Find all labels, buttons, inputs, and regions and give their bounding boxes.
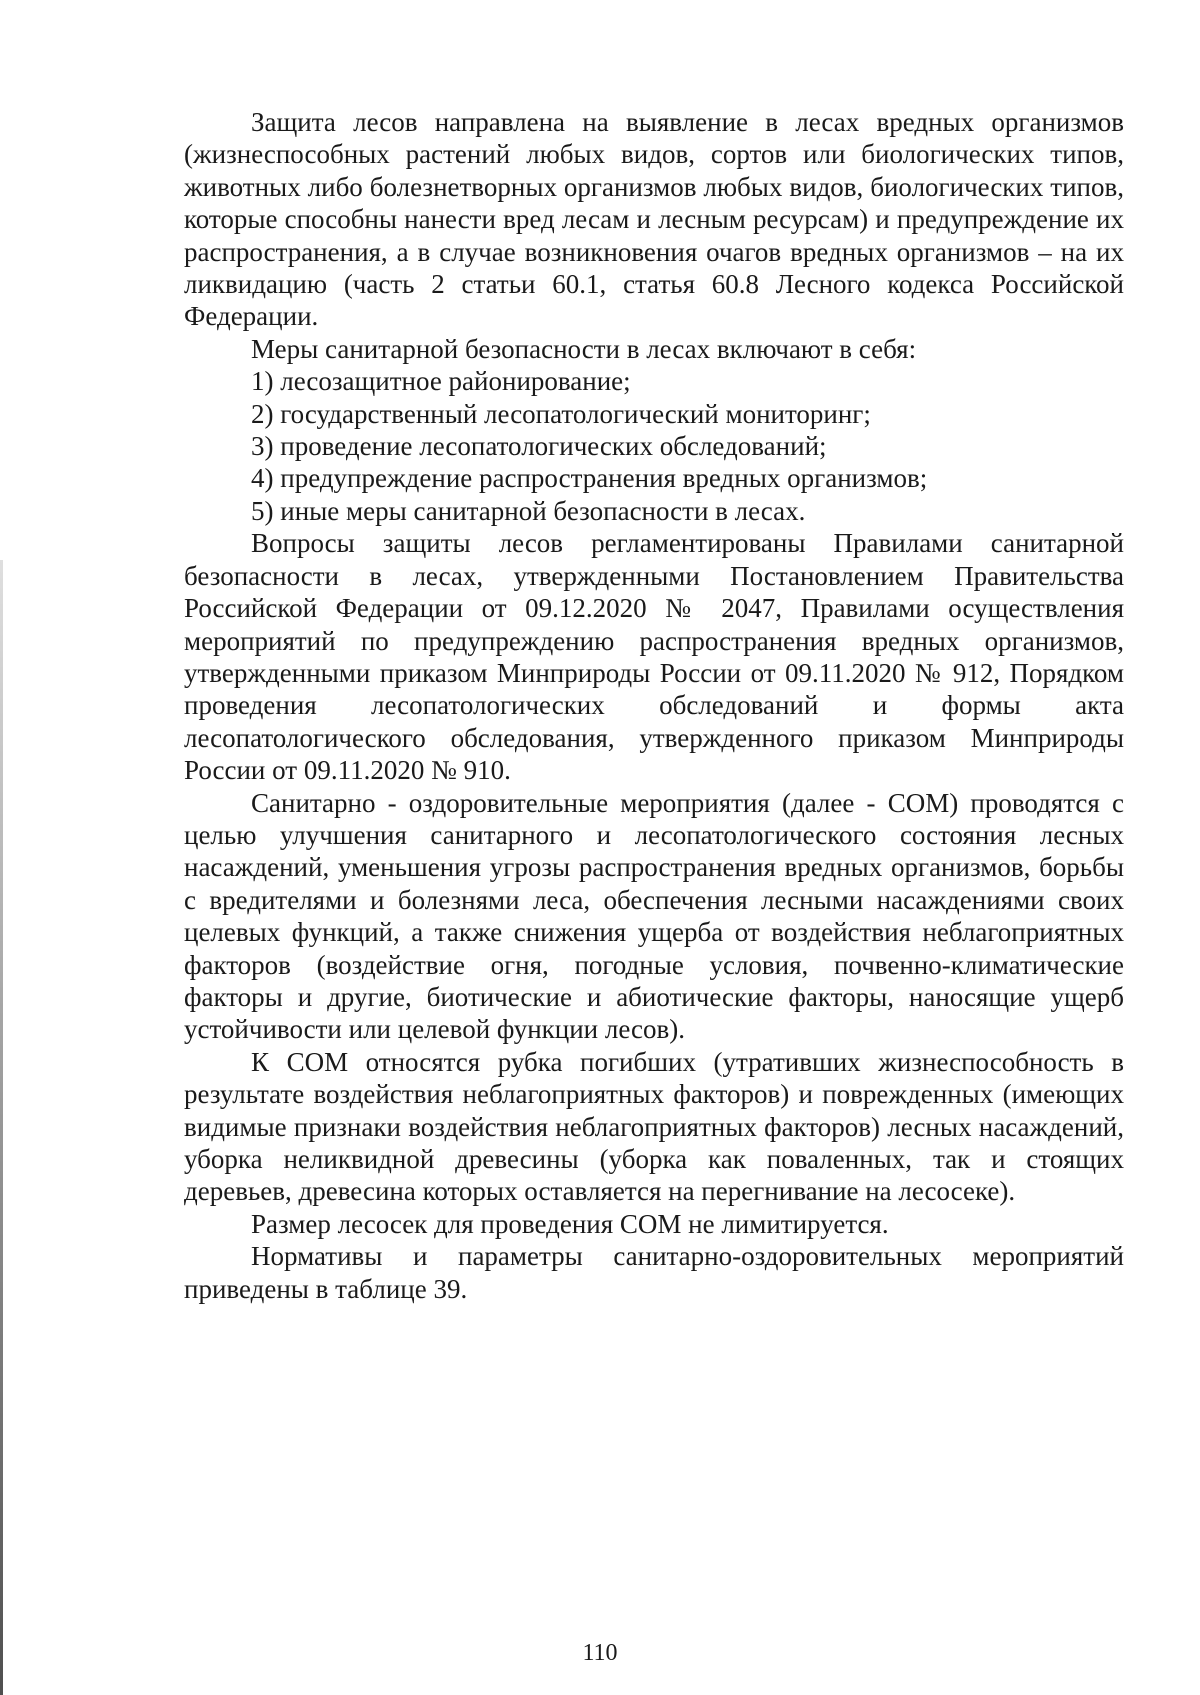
document-body <box>184 106 1124 1305</box>
paragraph-regulations: Вопросы защиты лесов регламентированы Правилами санитарной безопасности в лесах, утвержденными Постановлением Правительства Российской Федерации от 09.12.2020 № 2047, Правилами осуществления мероприятий по предупреждению распространения вредных организмов, утвержденными приказом Минприроды России от 09.11.2020 № 912, Порядком проведения лесопатологических обследований и формы акта лесопатологического обследования, утвержденного приказом Минприроды России от 09.11.2020 № 910. <box>184 528 1124 786</box>
page-number: 110 <box>582 1640 618 1666</box>
paragraph-table-reference: Нормативы и параметры санитарно-оздоровительных мероприятий приведены в таблице 39. <box>184 1241 1124 1304</box>
list-item-inspections: 3) проведение лесопатологических обследований; <box>251 431 827 462</box>
paragraph-forest-protection: Защита лесов направлена на выявление в лесах вредных организмов (жизнеспособных растений любых видов, сортов или биологических типов, животных либо болезнетворных организмов любых видов, биологических типов, которые способны нанести вред лесам и лесным ресурсам) и предупреждение их распространения, а в случае возникновения очагов вредных организмов – на их ликвидацию (часть 2 статьи 60.1, статья 60.8 Лесного кодекса Российской Федерации. <box>184 107 1124 332</box>
list-item-monitoring: 2) государственный лесопатологический мониторинг; <box>251 398 871 429</box>
list-item-zoning: 1) лесозащитное районирование; <box>251 366 631 397</box>
paragraph-sanitary-measures-intro: Меры санитарной безопасности в лесах включают в себя: <box>251 333 917 364</box>
scan-edge-shadow <box>0 560 3 1695</box>
list-item-prevention: 4) предупреждение распространения вредных организмов; <box>251 463 928 494</box>
paragraph-som-includes: К СОМ относятся рубка погибших (утративших жизнеспособность в результате воздействия неблагоприятных факторов) и поврежденных (имеющих видимые признаки воздействия неблагоприятных факторов) лесных насаждений, уборка неликвидной древесины (уборка как поваленных, так и стоящих деревьев, древесина которых оставляется на перегнивание на лесосеке). <box>184 1046 1124 1207</box>
list-item-other-measures: 5) иные меры санитарной безопасности в лесах. <box>251 495 806 526</box>
paragraph-som-definition: Санитарно - оздоровительные мероприятия (далее - СОМ) проводятся с целью улучшения санитарного и лесопатологического состояния лесных насаждений, уменьшения угрозы распространения вредных организмов, борьбы с вредителями и болезнями леса, обеспечения лесными насаждениями своих целевых функций, а также снижения ущерба от воздействия неблагоприятных факторов (воздействие огня, погодные условия, почвенно-климатические факторы и другие, биотические и абиотические факторы, наносящие ущерб устойчивости или целевой функции лесов). <box>184 787 1124 1045</box>
paragraph-cutting-area-size: Размер лесосек для проведения СОМ не лимитируется. <box>251 1208 889 1239</box>
